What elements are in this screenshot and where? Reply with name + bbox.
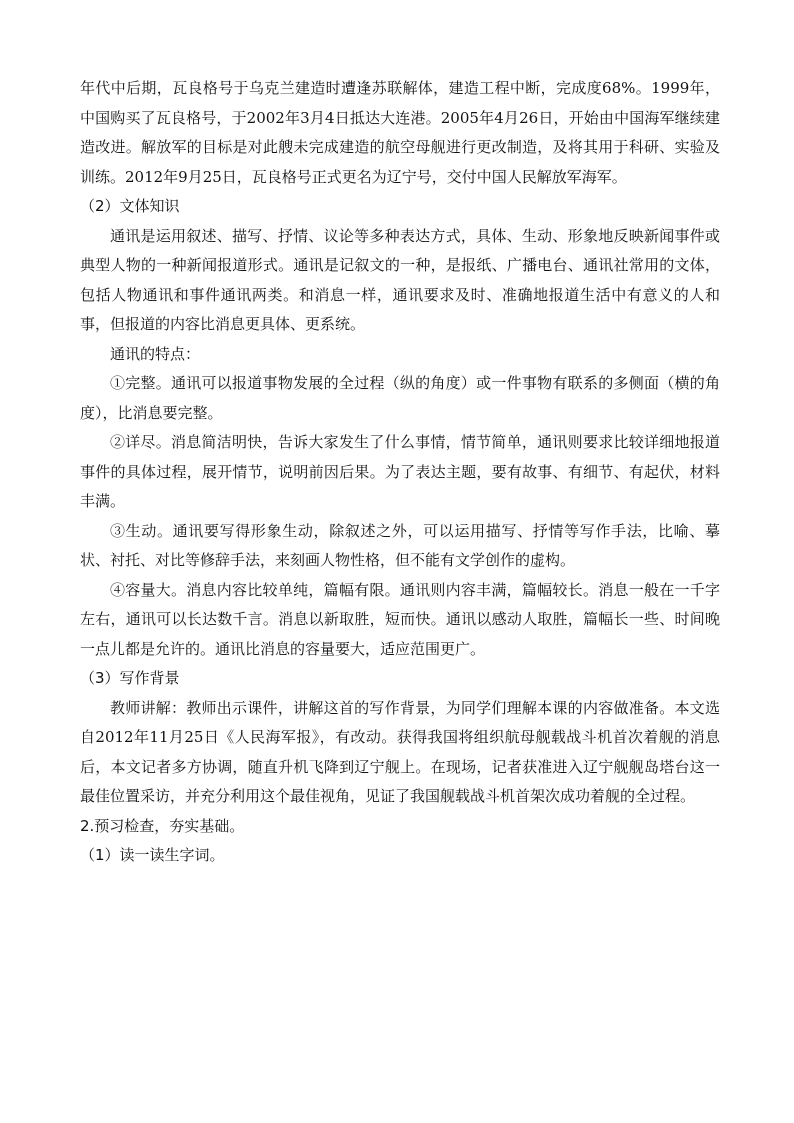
section-heading-read-words: （1）读一读生字词。	[80, 846, 225, 864]
paragraph-feature-complete: ①完整。通讯可以报道事物发展的全过程（纵的角度）或一件事物有联系的多侧面（横的角度），比消息要完整。	[80, 374, 720, 422]
paragraph-liaoning-history: 年代中后期，瓦良格号于乌克兰建造时遭逢苏联解体，建造工程中断，完成度68%。1999年，中国购买了瓦良格号，于2002年3月4日抵达大连港。2005年4月26日，开始由中国海军继续建造改进。解放军的目标是对此艘未完成建造的航空母舰进行更改制造，及将其用于科研、实验及训练。2012年9月25日，瓦良格号正式更名为辽宁号，交付中国人民解放军海军。	[80, 79, 720, 186]
section-heading-writing-background: （3）写作背景	[80, 669, 180, 687]
paragraph-news-report-definition: 通讯是运用叙述、描写、抒情、议论等多种表达方式，具体、生动、形象地反映新闻事件或典型人物的一种新闻报道形式。通讯是记叙文的一种，是报纸、广播电台、通讯社常用的文体，包括人物通讯和事件通讯两类。和消息一样，通讯要求及时、准确地报道生活中有意义的人和事，但报道的内容比消息更具体、更系统。	[80, 226, 720, 333]
paragraph-features-intro: 通讯的特点：	[110, 344, 201, 363]
paragraph-writing-background: 教师讲解：教师出示课件，讲解这首的写作背景，为同学们理解本课的内容做准备。本文选自2012年11月25日《人民海军报》，有改动。获得我国将组织航母舰载战斗机首次着舰的消息后，本文记者多方协调，随直升机飞降到辽宁舰上。在现场，记者获准进入辽宁舰舰岛塔台这一最佳位置采访，并充分利用这个最佳视角，见证了我国舰载战斗机首架次成功着舰的全过程。	[80, 698, 720, 805]
section-heading-preview-check: 2.预习检查，夯实基础。	[80, 816, 245, 835]
paragraph-feature-capacity: ④容量大。消息内容比较单纯，篇幅有限。通讯则内容丰满，篇幅较长。消息一般在一千字左右，通讯可以长达数千言。消息以新取胜，短而快。通讯以感动人取胜，篇幅长一些、时间晚一点儿都是允许的。通讯比消息的容量要大，适应范围更广。	[80, 580, 720, 658]
paragraph-feature-vivid: ③生动。通讯要写得形象生动，除叙述之外，可以运用描写、抒情等写作手法，比喻、摹状、衬托、对比等修辞手法，来刻画人物性格，但不能有文学创作的虚构。	[80, 521, 720, 569]
section-heading-genre-knowledge: （2）文体知识	[80, 197, 180, 215]
paragraph-feature-detailed: ②详尽。消息简洁明快，告诉大家发生了什么事情，情节简单，通讯则要求比较详细地报道事件的具体过程，展开情节，说明前因后果。为了表达主题，要有故事、有细节、有起伏，材料丰满。	[80, 433, 720, 510]
document-page	[80, 74, 720, 871]
